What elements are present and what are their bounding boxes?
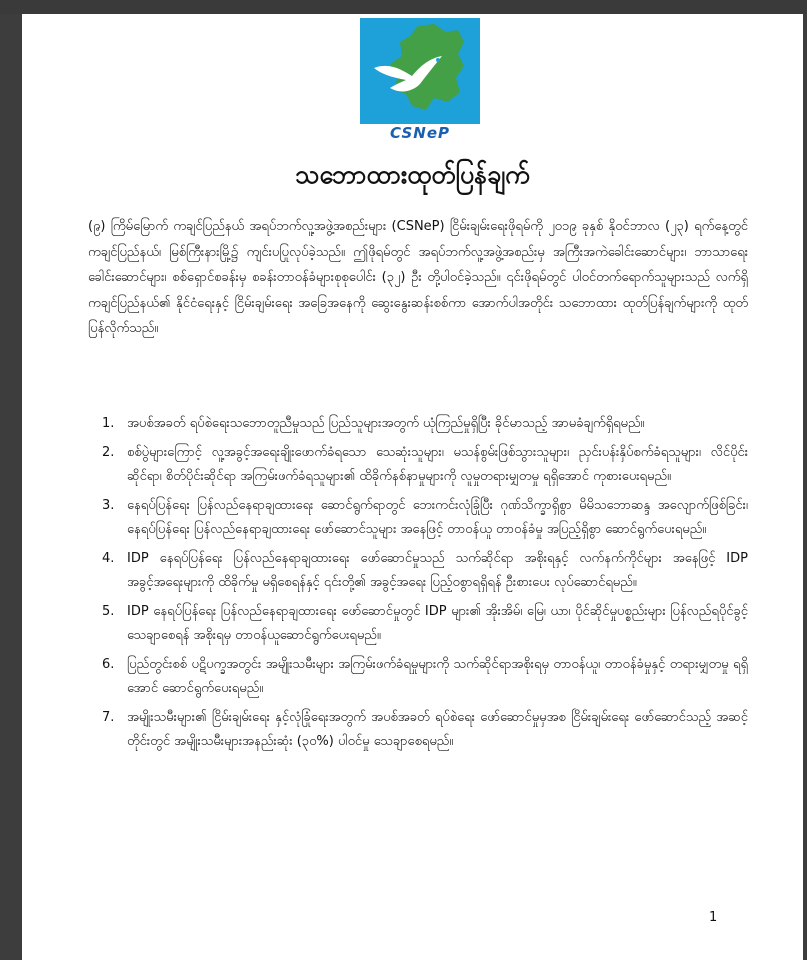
page-title: သဘောထားထုတ်ပြန်ချက်	[295, 160, 530, 189]
item-number: 3.	[102, 497, 115, 513]
csnep-logo	[360, 18, 480, 144]
item-number: 7.	[102, 709, 115, 725]
map-dove-icon	[360, 18, 480, 124]
item-text: ပြည်တွင်းစစ် ပဋိပက္ခအတွင်း အမျိုးသမီးများ အကြမ်းဖက်ခံရမှုများကို သက်ဆိုင်ရာအစိုးရမှ တာဝန်ယူ၊ တာဝန်ခံမှုနှင့် တရားမျှတမှု ရရှိအောင် ဆောင်ရွက်ပေးရမည်။	[127, 656, 748, 696]
logo-text: CSNeP	[390, 124, 450, 142]
document-page	[22, 14, 803, 960]
list-item	[102, 494, 748, 543]
list-item	[102, 441, 748, 490]
item-number: 4.	[102, 550, 115, 566]
item-text: စစ်ပွဲများကြောင့် လူ့အခွင့်အရေးချိုးဖောက်ခံရသော သေဆုံးသူများ၊ မသန်စွမ်းဖြစ်သွားသူများ၊ ညှင်းပန်းနှိပ်စက်ခံရသူများ၊ လိင်ပိုင်းဆိုင်ရာ၊ စိတ်ပိုင်းဆိုင်ရာ အကြမ်းဖက်ခံရသူများ၏ ထိခိုက်နစ်နာမှုများကို လူမှုတရားမျှတမှု ရရှိအောင် ကုစားပေးရမည်။	[127, 444, 748, 484]
item-number: 2.	[102, 444, 115, 460]
intro-paragraph: (၉) ကြိမ်မြောက် ကချင်ပြည်နယ် အရပ်ဘက်လူ့အဖွဲ့အစည်းများ (CSNeP) ငြိမ်းချမ်းရေးဖိုရမ်ကို ၂၀၁၉ ခုနှစ် နိုဝင်ဘာလ (၂၃) ရက်နေ့တွင် ကချင်ပြည်နယ်၊ မြစ်ကြီးနားမြို့၌ ကျင်းပပြုလုပ်ခဲ့သည်။ ဤဖိုရမ်တွင် အရပ်ဘက်လူ့အဖွဲ့အစည်းမှ အကြီးအကဲခေါင်းဆောင်များ၊ ဘာသာရေးခေါင်းဆောင်များ၊ စစ်ရှောင်စခန်းမှ စခန်းတာဝန်ခံများစုစုပေါင်း (၃၂) ဦး တို့ပါဝင်ခဲ့သည်။ ၎င်းဖိုရမ်တွင် ပါဝင်တက်ရောက်သူများသည် လက်ရှိကချင်ပြည်နယ်၏ နိုင်ငံရေးနှင့် ငြိမ်းချမ်းရေး အခြေအနေကို ဆွေးနွေးဆန်းစစ်ကာ အောက်ပါအတိုင်း သဘောထား ထုတ်ပြန်ချက်များကို ထုတ်ပြန်လိုက်သည်။	[88, 219, 748, 336]
item-text: အမျိုးသမီးများ၏ ငြိမ်းချမ်းရေး နှင့်လုံခြုံရေးအတွက် အပစ်အခတ် ရပ်စဲရေး ဖော်ဆောင်မှုမှအစ ငြိမ်းချမ်းရေး ဖော်ဆောင်သည့် အဆင့်တိုင်းတွင် အမျိုးသမီးများအနည်းဆုံး (၃၀%) ပါဝင်မှု သေချာစေရမည်။	[127, 709, 748, 749]
item-number: 6.	[102, 656, 115, 672]
item-number: 1.	[102, 416, 115, 431]
item-text: IDP နေရပ်ပြန်ရေး ပြန်လည်နေရာချထားရေး ဖော်ဆောင်မှုတွင် IDP များ၏ အိုးအိမ်၊ မြေ၊ ယာ၊ ပိုင်ဆိုင်မှုပစ္စည်းများ ပြန်လည်ရပိုင်ခွင့် သေချာစေရန် အစိုးရမှ တာဝန်ယူဆောင်ရွက်ပေးရမည်။	[127, 603, 748, 643]
top-bar	[0, 0, 807, 14]
item-text: နေရပ်ပြန်ရေး ပြန်လည်နေရာချထားရေး ဆောင်ရွက်ရာတွင် ဘေးကင်းလုံခြုံပြီး ဂုဏ်သိက္ခာရှိစွာ မိမိသဘောဆန္ဒ အလျောက်ဖြစ်ခြင်း၊ နေရပ်ပြန်ရေး ပြန်လည်နေရာချထားရေး ဖော်ဆောင်သူများ အနေဖြင့် တာဝန်ယူ တာဝန်ခံမှု အပြည့်ရှိစွာ ဆောင်ရွက်ပေးရမည်။	[127, 497, 748, 537]
list-item	[102, 653, 748, 702]
item-text: အပစ်အခတ် ရပ်စဲရေးသဘောတူညီမှုသည် ပြည်သူများအတွက် ယုံကြည်မှုရှိပြီး ခိုင်မာသည့် အာမခံချက်ရှိရမည်။	[127, 416, 645, 431]
item-number: 5.	[102, 603, 115, 619]
page-number: 1	[709, 910, 718, 925]
statement-list	[102, 412, 748, 759]
list-item	[102, 547, 748, 596]
list-item	[102, 706, 748, 755]
list-item	[102, 412, 748, 437]
item-text: IDP နေရပ်ပြန်ရေး ပြန်လည်နေရာချထားရေး ဖော်ဆောင်မှုသည် သက်ဆိုင်ရာ အစိုးရနှင့် လက်နက်ကိုင်များ အနေဖြင့် IDP အခွင့်အရေးများကို ထိခိုက်မှု မရှိစေရန်နှင့် ၎င်းတို့၏ အခွင့်အရေး ပြည့်ဝစွာရရှိရန် ဦးစားပေး လုပ်ဆောင်ရမည်။	[127, 550, 748, 590]
list-item	[102, 600, 748, 649]
